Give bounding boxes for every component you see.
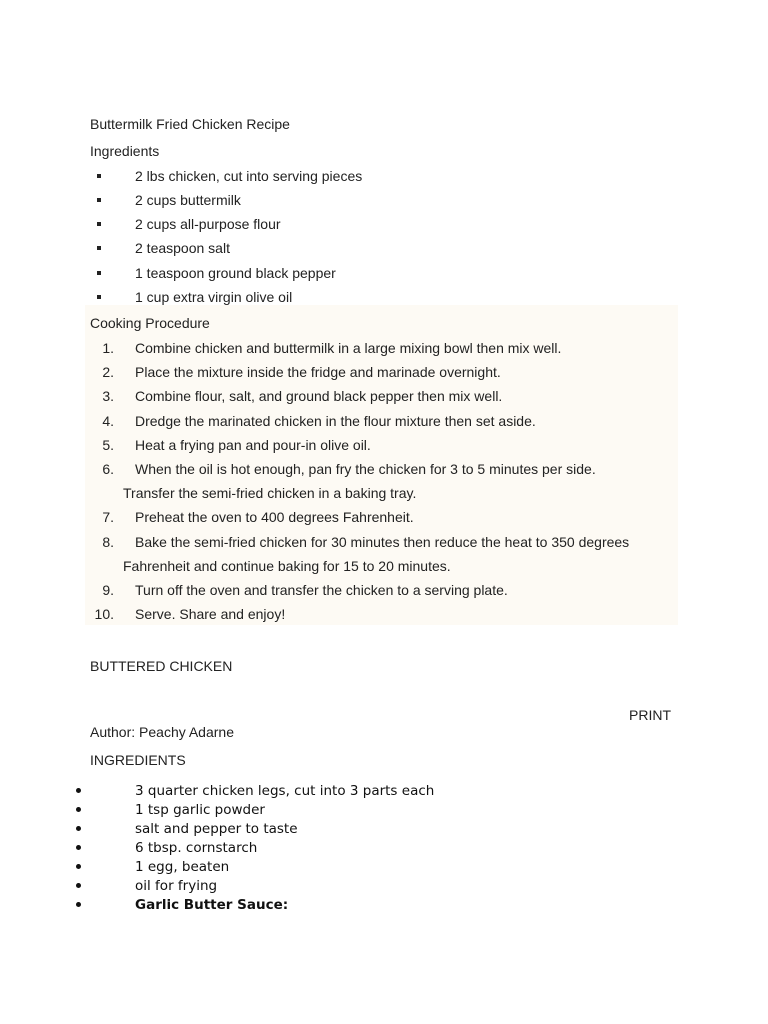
list-item: salt and pepper to taste (135, 821, 298, 837)
print-link[interactable]: PRINT (629, 707, 671, 723)
step-continuation: Transfer the semi-fried chicken in a baking tray. (123, 485, 417, 501)
step-number: 5. (102, 437, 114, 453)
list-bullet (97, 295, 101, 299)
step-text: Turn off the oven and transfer the chicken to a serving plate. (135, 582, 508, 598)
list-item: 1 teaspoon ground black pepper (135, 265, 336, 281)
step-text: Combine flour, salt, and ground black pepper then mix well. (135, 388, 503, 404)
list-item: 2 cups all-purpose flour (135, 216, 281, 232)
step-number: 2. (102, 364, 114, 380)
recipe-title: Buttermilk Fried Chicken Recipe (90, 116, 290, 132)
step-number: 9. (102, 582, 114, 598)
list-item: 1 egg, beaten (135, 859, 230, 875)
step-text: When the oil is hot enough, pan fry the chicken for 3 to 5 minutes per side. (135, 461, 596, 477)
list-bullet (97, 246, 101, 250)
step-text: Preheat the oven to 400 degrees Fahrenheit. (135, 509, 414, 525)
list-bullet (76, 864, 81, 869)
list-bullet (76, 826, 81, 831)
step-number: 8. (102, 534, 114, 550)
list-item: 3 quarter chicken legs, cut into 3 parts each (135, 783, 435, 799)
list-item: 6 tbsp. cornstarch (135, 840, 258, 856)
list-bullet (76, 902, 81, 907)
list-item: 2 lbs chicken, cut into serving pieces (135, 168, 363, 184)
step-number: 1. (102, 340, 114, 356)
step-number: 7. (102, 509, 114, 525)
list-item-subheading: Garlic Butter Sauce: (135, 897, 289, 913)
list-item: 1 tsp garlic powder (135, 802, 265, 818)
step-number: 3. (102, 388, 114, 404)
list-bullet (97, 271, 101, 275)
step-text: Place the mixture inside the fridge and marinade overnight. (135, 364, 501, 380)
list-item: oil for frying (135, 878, 218, 894)
list-item: 1 cup extra virgin olive oil (135, 289, 293, 305)
list-bullet (97, 198, 101, 202)
step-number: 6. (102, 461, 114, 477)
ingredients-heading: Ingredients (90, 143, 160, 159)
list-bullet (76, 845, 81, 850)
recipe2-title: BUTTERED CHICKEN (90, 658, 233, 674)
step-text: Dredge the marinated chicken in the flour mixture then set aside. (135, 413, 536, 429)
step-text: Heat a frying pan and pour-in olive oil. (135, 437, 371, 453)
list-bullet (76, 788, 81, 793)
author-line: Author: Peachy Adarne (90, 724, 234, 740)
list-bullet (76, 807, 81, 812)
step-text: Serve. Share and enjoy! (135, 606, 286, 622)
list-item: 2 cups buttermilk (135, 192, 241, 208)
step-continuation: Fahrenheit and continue baking for 15 to 20 minutes. (123, 558, 451, 574)
step-number: 4. (102, 413, 114, 429)
list-bullet (97, 174, 101, 178)
ingredients-heading-2: INGREDIENTS (90, 752, 186, 768)
procedure-heading: Cooking Procedure (90, 315, 210, 331)
list-bullet (76, 883, 81, 888)
step-text: Combine chicken and buttermilk in a large mixing bowl then mix well. (135, 340, 562, 356)
list-item: 2 teaspoon salt (135, 240, 230, 256)
list-bullet (97, 222, 101, 226)
step-text: Bake the semi-fried chicken for 30 minutes then reduce the heat to 350 degrees (135, 534, 630, 550)
step-number: 10. (94, 606, 114, 622)
